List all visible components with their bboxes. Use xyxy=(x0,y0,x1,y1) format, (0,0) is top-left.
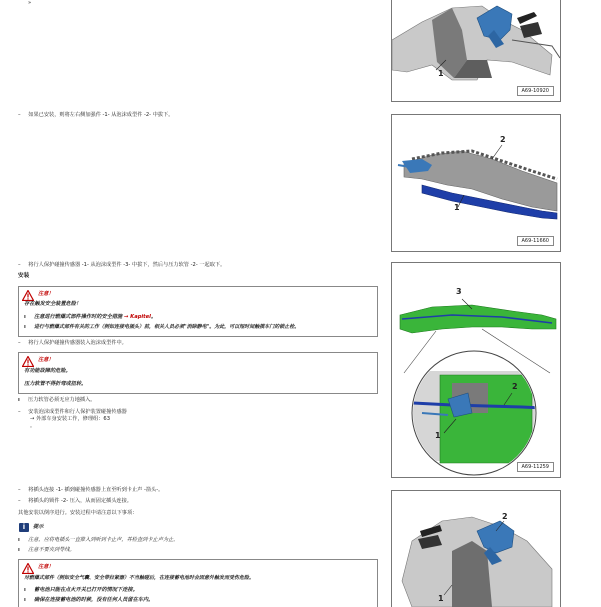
caution-line-2: 压力软管不得折弯或扭转。 xyxy=(24,381,87,387)
step-text: 将插头的锁件 -2- 压入，从而固定插头连接。 xyxy=(28,498,132,504)
figure-id: A69-10920 xyxy=(517,86,555,96)
figure-label: 2 xyxy=(502,512,508,521)
caution-line-1: 对燃爆式部件（例如安全气囊、安全带拉紧器）不当触碰后，在连接蓄电池时会因意外触发而受伤危险。 xyxy=(24,575,255,581)
note-item-2: 注意不要夹到导线。 xyxy=(28,547,75,553)
foam-reinforcement-illustration xyxy=(392,115,560,251)
step-install-foam: – 安装泡沫成型件和行人保护装置碰撞传感器 xyxy=(18,409,127,415)
warning-icon xyxy=(22,290,34,301)
figure-connector-bottom xyxy=(391,490,561,607)
caution-line-1: 有功能故障的危险。 xyxy=(24,368,71,374)
note-title: 提示 xyxy=(33,524,44,530)
ref-end: 。 xyxy=(30,423,36,429)
caution-box-2 xyxy=(18,352,378,394)
step-text: 如果已安装，则将左右侧加强件 -1- 从泡沫成型件 -2- 中拔下。 xyxy=(28,112,174,118)
reverse-order-paragraph: 其他安装以倒序进行。安装过程中请注意以下事项： xyxy=(18,510,138,516)
warning-icon xyxy=(22,563,34,574)
figure-label: 1 xyxy=(435,431,441,440)
step-text: 将行人保护碰撞传感器 -1- 从泡沫成型件 -3- 中拔下，然后与压力软管 -2- 一起取下。 xyxy=(28,262,226,268)
reference-link[interactable]: → 外部车身安装工作，修理组：63 xyxy=(30,416,111,422)
caution-item-1: 注意进行燃爆式部件操作时的安全措施 → Kapitel。 xyxy=(34,314,157,320)
step-plug-connector: – 将插头连接 -1- 插到碰撞传感器上直至听到卡止声 -箭头-。 xyxy=(18,487,164,493)
sensor-foam-illustration xyxy=(392,263,560,477)
figure-id: A69-11259 xyxy=(517,462,555,472)
figure-label: 2 xyxy=(512,382,518,391)
bullet-hose-no-stress: 压力软管必须无应力地插入。 xyxy=(28,397,96,403)
figure-label: 1 xyxy=(438,69,444,78)
figure-connector-top xyxy=(391,0,561,102)
caution-item-2: 进行与燃爆式部件有关的工作（例如连接电插头）前，相关人员必须"消除静电"。为此，可以短时间触摸车门的锁止栓。 xyxy=(34,324,300,330)
step-press-lock: – 将插头的锁件 -2- 压入，从而固定插头连接。 xyxy=(18,498,132,504)
top-remnant: » xyxy=(28,0,32,6)
step-text: 将插头连接 -1- 插到碰撞传感器上直至听到卡止声 -箭头-。 xyxy=(28,487,164,493)
caution-title: 注意！ xyxy=(38,291,54,297)
kapitel-link[interactable]: → Kapitel xyxy=(124,314,151,320)
caution-subtitle: 存在触发安全装置危险！ xyxy=(24,301,82,307)
caution-item-2: 确保在连接蓄电池的时候，没有任何人员留在车内。 xyxy=(34,597,154,603)
figure-label: 1 xyxy=(438,594,444,603)
caution-title: 注意！ xyxy=(38,357,54,363)
figure-label: 1 xyxy=(454,203,460,212)
install-heading: 安装 xyxy=(18,273,30,279)
warning-icon xyxy=(22,356,34,367)
step-text: 将行人保护碰撞传感器装入泡沫成型件中。 xyxy=(28,340,127,346)
figure-label: 2 xyxy=(500,135,506,144)
caution-box-3: 注意！ 对燃爆式部件（例如安全气囊、安全带拉紧器）不当触碰后，在连接蓄电池时会因意外触发而受伤危险。 ı 蓄电池只能在点火开关已打开的情况下连接。 ı 确保在连接蓄电池的时候，没有任何人员留在车内。 xyxy=(18,559,378,607)
note-item-1: 注意，应将电插头一直推入到听到卡止声，并检查到卡止声为止。 xyxy=(28,537,179,543)
figure-id: A69-11660 xyxy=(517,236,555,246)
caution-title: 注意！ xyxy=(38,564,54,570)
step-text: 安装泡沫成型件和行人保护装置碰撞传感器 xyxy=(28,409,127,415)
step-remove-sensor: – 将行人保护碰撞传感器 -1- 从泡沫成型件 -3- 中拔下，然后与压力软管 -2- 一起取下。 xyxy=(18,262,226,268)
connector-illustration xyxy=(392,491,560,607)
figure-sensor-install xyxy=(391,262,561,478)
step-remove-reinforcement: – 如果已安装，则将左右侧加强件 -1- 从泡沫成型件 -2- 中拔下。 xyxy=(18,112,174,118)
figure-label: 3 xyxy=(456,287,462,296)
caution-item-1: 蓄电池只能在点火开关已打开的情况下连接。 xyxy=(34,587,138,593)
figure-reinforcement xyxy=(391,114,561,252)
caution-box-1: 注意！ 存在触发安全装置危险！ ı 注意进行燃爆式部件操作时的安全措施 → Kapitel。 ı 进行与燃爆式部件有关的工作（例如连接电插头）前，相关人员必须"消除静电"。为此，可以短时间触摸车门的锁止栓。 xyxy=(18,286,378,337)
step-insert-sensor: – 将行人保护碰撞传感器装入泡沫成型件中。 xyxy=(18,340,127,346)
info-icon: i xyxy=(19,523,29,532)
